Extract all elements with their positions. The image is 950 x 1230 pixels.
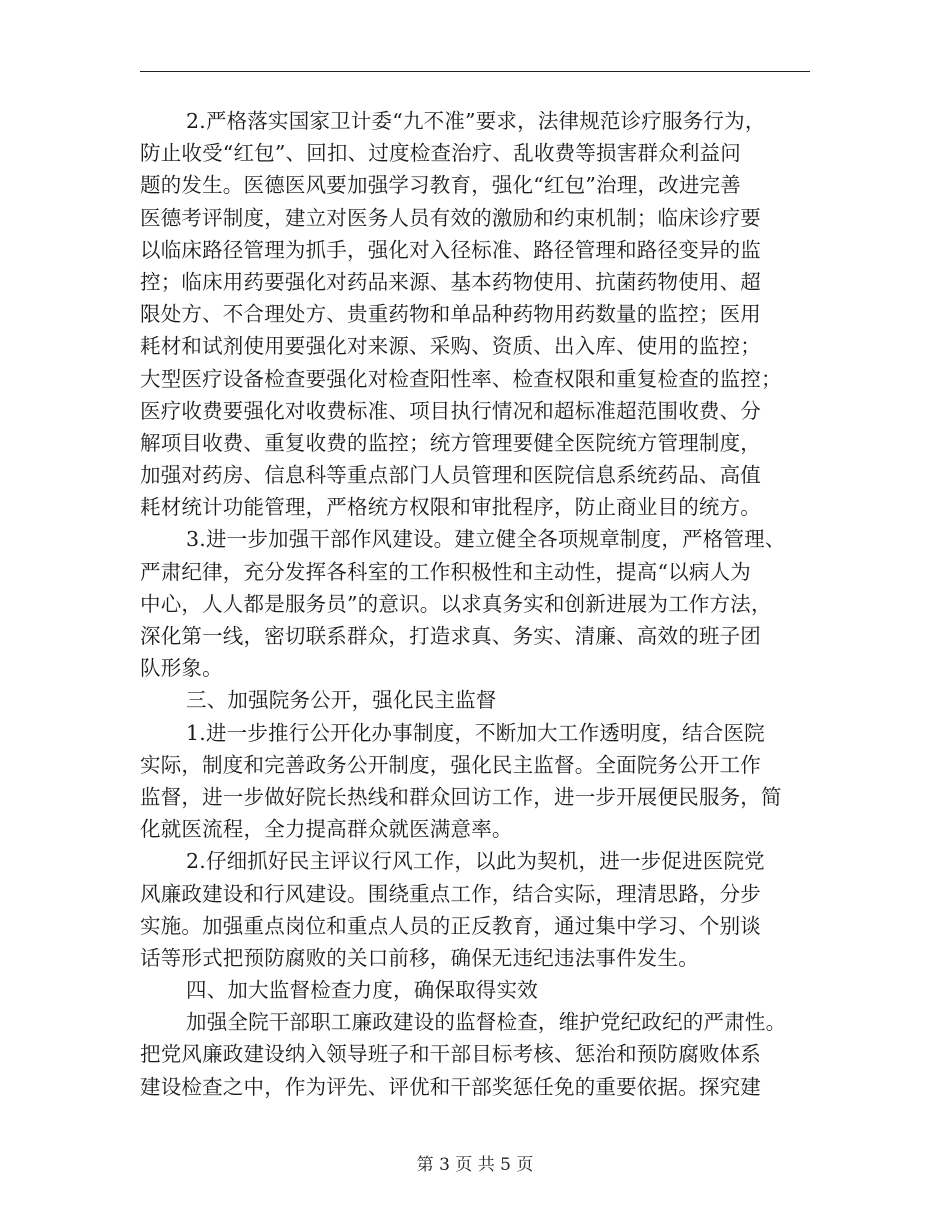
text-line: 医德考评制度，建立对医务人员有效的激励和约束机制；临床诊疗要 bbox=[140, 205, 761, 230]
text-line: 化就医流程，全力提高群众就医满意率。 bbox=[140, 817, 513, 842]
document-body bbox=[140, 105, 810, 1103]
text-line: 题的发生。医德医风要加强学习教育，强化“红包”治理，改进完善 bbox=[140, 173, 741, 198]
text-line: 三、加强院务公开，强化民主监督 bbox=[186, 688, 497, 713]
text-line: 实际，制度和完善政务公开制度，强化民主监督。全面院务公开工作 bbox=[140, 752, 761, 777]
text-line: 队形象。 bbox=[140, 656, 223, 681]
text-line: 2.严格落实国家卫计委“九不准”要求，法律规范诊疗服务行为， bbox=[186, 109, 766, 133]
text-line: 耗材和试剂使用要强化对来源、采购、资质、出入库、使用的监控； bbox=[140, 334, 761, 359]
text-line: 监督，进一步做好院长热线和群众回访工作，进一步开展便民服务，简 bbox=[140, 784, 782, 809]
text-line: 严肃纪律，充分发挥各科室的工作积极性和主动性，提高“以病人为 bbox=[140, 559, 751, 584]
text-line: 四、加大监督检查力度，确保取得实效 bbox=[186, 978, 538, 1003]
page-number: 第 3 页 共 5 页 bbox=[416, 1155, 534, 1175]
text-line: 深化第一线，密切联系群众，打造求真、务实、清廉、高效的班子团 bbox=[140, 624, 761, 648]
text-line: 解项目收费、重复收费的监控；统方管理要健全医院统方管理制度， bbox=[140, 430, 761, 455]
text-line: 控；临床用药要强化对药品来源、基本药物使用、抗菌药物使用、超 bbox=[140, 269, 761, 294]
text-line: 加强对药房、信息科等重点部门人员管理和医院信息系统药品、高值 bbox=[140, 463, 761, 488]
text-line: 3.进一步加强干部作风建设。建立健全各项规章制度，严格管理、 bbox=[186, 527, 786, 552]
text-line: 限处方、不合理处方、贵重药物和单品种药物用药数量的监控；医用 bbox=[140, 302, 761, 327]
text-line: 耗材统计功能管理，严格统方权限和审批程序，防止商业目的统方。 bbox=[140, 495, 761, 520]
text-line: 话等形式把预防腐败的关口前移，确保无违纪违法事件发生。 bbox=[140, 945, 699, 970]
text-line: 风廉政建设和行风建设。围绕重点工作，结合实际，理清思路，分步 bbox=[140, 881, 761, 906]
text-line: 医疗收费要强化对收费标准、项目执行情况和超标准超范围收费、分 bbox=[140, 398, 761, 423]
text-line: 大型医疗设备检查要强化对检查阳性率、检查权限和重复检查的监控； bbox=[140, 366, 782, 391]
text-line: 实施。加强重点岗位和重点人员的正反教育，通过集中学习、个别谈 bbox=[140, 913, 761, 938]
text-line: 以临床路径管理为抓手，强化对入径标准、路径管理和路径变异的监 bbox=[140, 237, 761, 262]
text-line: 中心，人人都是服务员”的意识。以求真务实和创新进展为工作方法， bbox=[140, 591, 772, 616]
text-line: 2.仔细抓好民主评议行风工作，以此为契机，进一步促进医院党 bbox=[186, 849, 765, 874]
text-line: 1.进一步推行公开化办事制度，不断加大工作透明度，结合医院 bbox=[186, 720, 765, 745]
text-line: 加强全院干部职工廉政建设的监督检查，维护党纪政纪的严肃性。 bbox=[186, 1010, 787, 1035]
text-line: 建设检查之中，作为评先、评优和干部奖惩任免的重要依据。探究建 bbox=[140, 1074, 761, 1099]
text-line: 把党风廉政建设纳入领导班子和干部目标考核、惩治和预防腐败体系 bbox=[140, 1042, 761, 1067]
text-line: 防止收受“红包”、回扣、过度检查治疗、乱收费等损害群众利益问 bbox=[140, 141, 741, 166]
header-rule bbox=[140, 71, 810, 72]
